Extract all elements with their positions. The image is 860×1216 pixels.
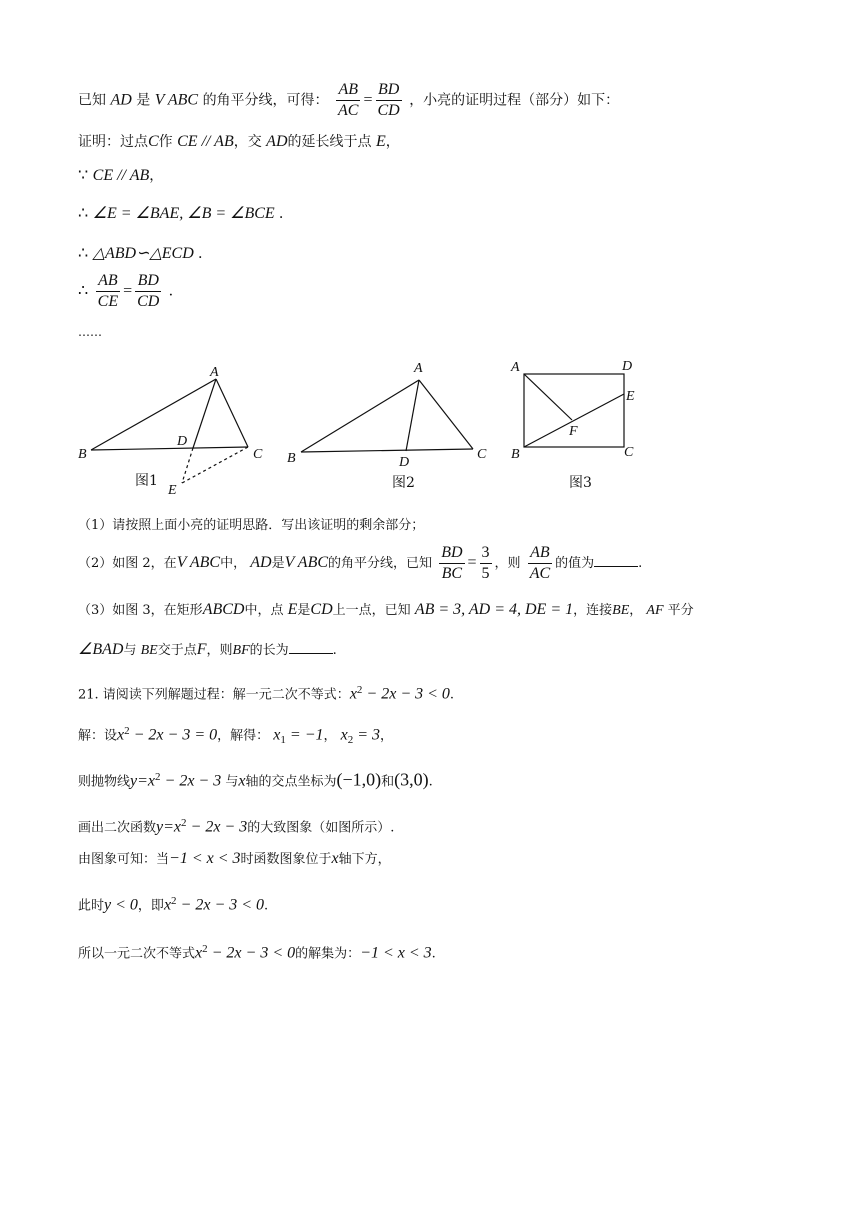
question-1: （1）请按照上面小亮的证明思路．写出该证明的剩余部分； <box>78 518 425 533</box>
question-3-line-1: （3）如图 3，在矩形ABCD中，点 E是CD上一点，已知 AB = 3, AD = 4, DE = 1，连接BE， AF 平分 <box>78 601 694 618</box>
proof-line-3: ∴ ∠E = ∠BAE, ∠B = ∠BCE . <box>78 205 284 222</box>
fig3-label-e: E <box>626 389 635 404</box>
proof-ellipsis: …… <box>78 325 102 339</box>
fig1-label-d: D <box>177 434 188 449</box>
solution-line-1: 解：设$x^2 - 2x - 3 = 0$，解得： $x_1 = -1$， $x_2 = 3$， <box>78 725 394 746</box>
fraction-bd-cd: $\frac{BD}{CD}$ <box>137 272 160 310</box>
fig1-label-c: C <box>253 447 263 462</box>
fig1-caption: 图1 <box>135 473 158 489</box>
problem-21-title: 21. 请阅读下列解题过程：解一元二次不等式：$x^2 - 2x - 3 < 0$. <box>78 684 455 703</box>
intro-text: 是 <box>136 92 151 109</box>
fig1-label-a: A <box>210 365 219 380</box>
proof-line-1: 证明：过点C作 CE // AB，交 AD的延长线于点 E， <box>78 133 400 150</box>
fig2-label-a: A <box>414 361 423 376</box>
math-ad: AD <box>110 91 132 109</box>
fig3-label-c: C <box>624 445 634 460</box>
solution-line-4: 由图象可知：当−1 < x < 3时函数图象位于x轴下方， <box>78 850 391 867</box>
fig1-label-e: E <box>168 483 177 498</box>
fig3-label-f: F <box>569 424 578 439</box>
fig3-caption: 图3 <box>569 475 592 491</box>
fraction-bd-bc: $\frac{BD}{BC}$ <box>441 544 463 582</box>
fraction-3-5: $\frac{3}{5}$ <box>481 544 490 582</box>
fig3-label-a: A <box>511 360 520 375</box>
fraction-bd-cd: $\frac{BD}{CD}$ <box>377 81 400 119</box>
fraction-ab-ac: $\frac{AB}{AC}$ <box>338 81 359 119</box>
proof-line-2: ∵ CE // AB， <box>78 167 164 184</box>
solution-line-2: 则抛物线$y=x^2 - 2x - 3$ 与x轴的交点坐标为(−1,0)和(3,0). <box>78 769 433 790</box>
math-triangle: V ABC <box>154 91 199 109</box>
fig2-caption: 图2 <box>392 475 415 491</box>
answer-blank[interactable] <box>289 639 333 654</box>
fig3-label-b: B <box>511 447 520 462</box>
figures <box>0 350 860 500</box>
question-3-line-2: ∠BAD与 BE交于点F，则BF的长为 . <box>78 641 337 658</box>
fig2-label-d: D <box>399 455 410 470</box>
proof-line-4: ∴ △ABD∽△ECD . <box>78 245 203 262</box>
fraction-ab-ac: $\frac{AB}{AC}$ <box>529 544 551 582</box>
fig2-label-c: C <box>477 447 487 462</box>
intro-line: 已知 AD 是 V ABC 的角平分线，可得： $\frac{AB}{AC}$ = $\frac{BD}{CD}$ ，小亮的证明过程（部分）如下： <box>78 81 620 119</box>
intro-text: ，小亮的证明过程（部分）如下： <box>409 92 620 109</box>
fraction-ab-ce: $\frac{AB}{CE}$ <box>97 272 119 310</box>
answer-blank[interactable] <box>594 552 638 567</box>
question-2: （2）如图 2，在V ABC中， AD是V ABC的角平分线，已知 $\frac{BD}{BC}$ = $\frac{3}{5}$ ，则 $\frac{AB}{AC}$ 的值为 . <box>78 544 643 582</box>
figure-1 <box>91 379 248 483</box>
figure-2 <box>301 380 473 452</box>
solution-line-3: 画出二次函数$y=x^2 - 2x - 3$的大致图象（如图所示）. <box>78 817 395 836</box>
fig1-label-b: B <box>78 447 87 462</box>
proof-line-5: ∴ $\frac{AB}{CE}$ = $\frac{BD}{CD}$ . <box>78 272 173 310</box>
fig3-label-d: D <box>622 359 633 374</box>
solution-line-5: 此时y < 0，即$x^2 - 2x - 3 < 0$. <box>78 895 269 914</box>
solution-line-6: 所以一元二次不等式$x^2 - 2x - 3 < 0$的解集为：−1 < x < 3. <box>78 943 436 962</box>
intro-text: 的角平分线，可得： <box>202 92 329 109</box>
intro-text: 已知 <box>78 92 106 109</box>
fig2-label-b: B <box>287 451 296 466</box>
